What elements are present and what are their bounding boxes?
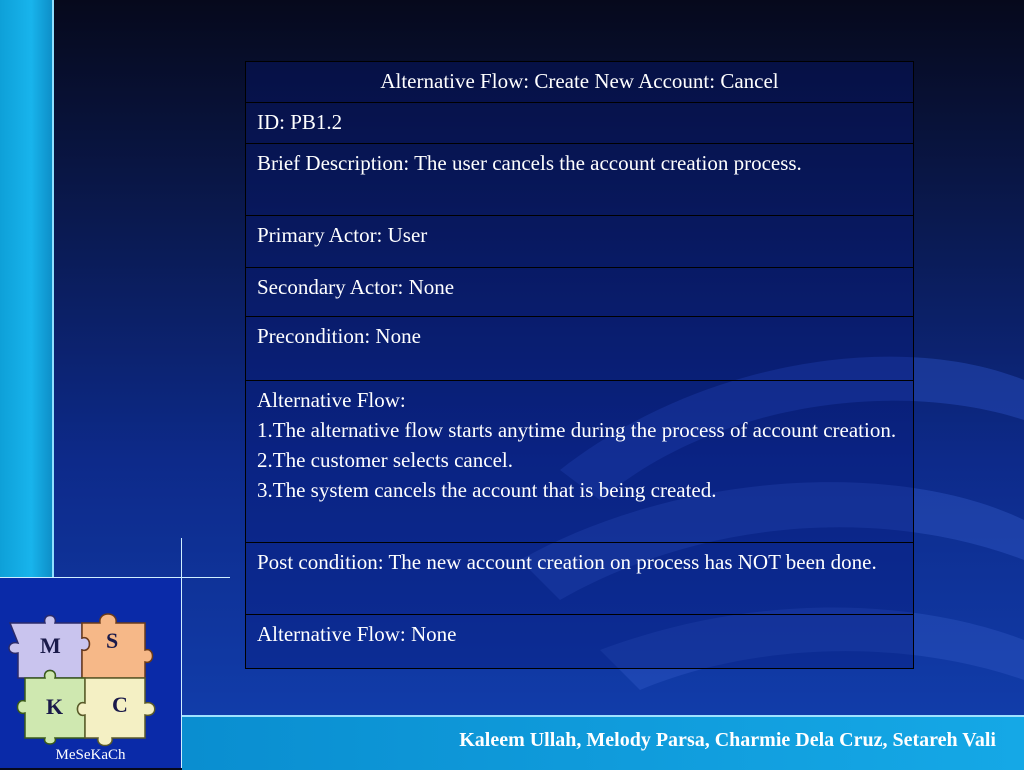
logo-letter-m: M — [40, 633, 61, 658]
logo-letter-s: S — [106, 628, 119, 653]
alternative-flow-cell — [246, 381, 914, 543]
alternative-flow-none: Alternative Flow: None — [246, 615, 914, 669]
id-label: ID: — [257, 110, 291, 134]
table-row — [246, 103, 914, 144]
table-row — [246, 62, 914, 103]
post-condition: Post condition: The new account creation on process has NOT been done. — [246, 543, 914, 615]
left-accent-bar — [0, 0, 54, 578]
precondition: Precondition: None — [246, 317, 914, 381]
table-row — [246, 381, 914, 543]
brief-description: Brief Description: The user cancels the account creation process. — [246, 144, 914, 216]
table-title: Alternative Flow: Create New Account: Cancel — [246, 62, 914, 103]
alternative-flow-step: 1.The alternative flow starts anytime during the process of account creation. — [257, 418, 897, 442]
alternative-flow-heading: Alternative Flow: — [257, 388, 406, 412]
footer-authors: Kaleem Ullah, Melody Parsa, Charmie Dela Cruz, Setareh Vali — [459, 729, 996, 751]
logo-caption: MeSeKaCh — [55, 747, 126, 763]
table-row — [246, 543, 914, 615]
use-case-table — [245, 61, 914, 669]
logo-puzzle — [0, 578, 181, 768]
footer-bar — [182, 715, 1024, 770]
table-row — [246, 317, 914, 381]
puzzle-icon — [0, 578, 181, 748]
logo-letter-c: C — [112, 692, 128, 717]
logo-letter-k: K — [46, 694, 64, 719]
id-cell — [246, 103, 914, 144]
table-row — [246, 216, 914, 268]
table-row — [246, 615, 914, 669]
primary-actor: Primary Actor: User — [246, 216, 914, 268]
alternative-flow-step: 2.The customer selects cancel. — [257, 448, 513, 472]
alternative-flow-step: 3.The system cancels the account that is being created. — [257, 478, 717, 502]
table-row — [246, 144, 914, 216]
id-value: PB1.2 — [290, 110, 343, 134]
table-row — [246, 268, 914, 317]
secondary-actor: Secondary Actor: None — [246, 268, 914, 317]
